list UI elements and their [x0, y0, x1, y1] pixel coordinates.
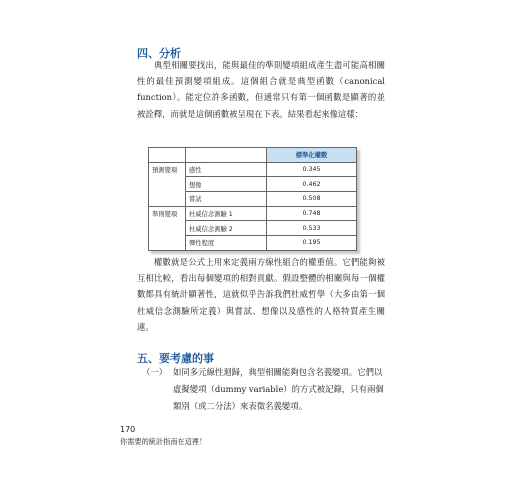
variable-cell: 彈性程度: [186, 236, 267, 251]
table-row: [149, 162, 357, 177]
page-number: 170: [120, 425, 136, 434]
paragraph-weights-explanation: 權數就是公式上用來定義兩方線性組合的權重值。它們能夠被互相比較，看出每個變項的相對貢獻。假設整體的相關與每一個權數都具有統計顯著性，這就似乎告訴我們杜威哲學（大多由第一個杜威信念測驗所定義）與嘗試、想像以及感性的人格特質產生關連。: [137, 257, 385, 332]
table-header-weights: 標準化權數: [267, 148, 357, 163]
group-cell: [149, 221, 186, 236]
value-cell: 0.195: [267, 236, 357, 251]
variable-cell: 嘗試: [186, 192, 267, 207]
group-cell: [149, 177, 186, 192]
variable-cell: 杜威信念測驗 1: [186, 206, 267, 221]
value-cell: 0.533: [267, 221, 357, 236]
variable-cell: 想像: [186, 177, 267, 192]
table-header-row: [149, 148, 357, 163]
table-row: [149, 206, 357, 221]
table-row: [149, 177, 357, 192]
value-cell: 0.508: [267, 192, 357, 207]
list-item-label: （一）: [142, 367, 168, 377]
value-cell: 0.462: [267, 177, 357, 192]
group-cell: [149, 192, 186, 207]
book-title-footer: 你需要的統計指南在這裡！: [120, 437, 207, 446]
table-row: [149, 192, 357, 207]
section-heading-analysis: 四、分析: [137, 47, 181, 60]
weights-table: [148, 147, 357, 251]
group-cell: 準則變項: [149, 206, 186, 221]
variable-cell: 杜威信念測驗 2: [186, 221, 267, 236]
value-cell: 0.748: [267, 206, 357, 221]
table-row: [149, 236, 357, 251]
value-cell: 0.345: [267, 162, 357, 177]
group-cell: 預測變項: [149, 162, 186, 177]
variable-cell: 感性: [186, 162, 267, 177]
group-cell: [149, 236, 186, 251]
list-item: [142, 364, 385, 415]
list-item-text: 如同多元線性迴歸，典型相關能夠包含名義變項。它們以虛擬變項（dummy variable）的方式被記錄，只有兩個類別（或二分法）來表徵名義變項。: [173, 367, 384, 411]
table-row: [149, 221, 357, 236]
paragraph-canonical-function: 典型相關要找出，能與最佳的準則變項組成產生盡可能高相關性的最佳預測變項組成。這個組合就是典型函數（canonical function）。能定位許多函數，但通常只有第一個函數是顯著的並被詮釋，而就是這個函數被呈現在下表。結果看起來像這樣：: [137, 60, 385, 119]
section-heading-considerations: 五、要考慮的事: [137, 352, 214, 365]
